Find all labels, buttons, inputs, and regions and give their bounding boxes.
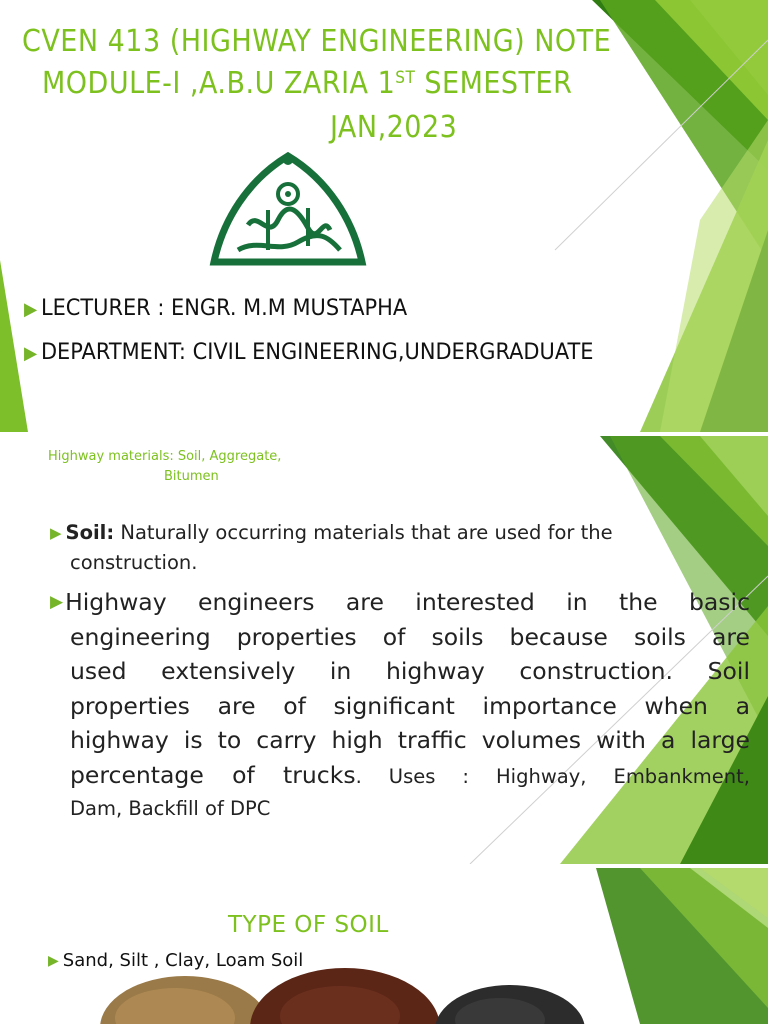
soil-text-line-1: Naturally occurring materials that are used for the	[114, 521, 613, 544]
slide1-green-decoration	[0, 0, 768, 432]
soil-types-bullet	[48, 950, 303, 971]
university-seal-logo	[208, 150, 368, 270]
bullet-lecturer	[24, 296, 407, 321]
para-line-last	[50, 758, 750, 795]
bullet-department	[24, 340, 593, 365]
slide-highway-materials	[0, 436, 768, 864]
bullet-arrow-icon: ▶	[24, 342, 38, 364]
para-line-text: Highway engineers are interested in the basic	[65, 588, 750, 616]
title-line-2-main: MODULE-I ,A.B.U ZARIA 1	[42, 66, 396, 101]
slide3-green-decoration	[0, 868, 768, 1024]
title-superscript: ST	[395, 68, 416, 88]
para-line-text: highway is to carry high traffic volumes with a large	[70, 726, 750, 755]
title-line-2	[42, 66, 572, 101]
slide3-heading: TYPE OF SOIL	[228, 912, 389, 938]
bullet-arrow-icon: ▶	[50, 592, 64, 612]
bullet-department-text: DEPARTMENT: CIVIL ENGINEERING,UNDERGRADUATE	[40, 340, 594, 365]
para-line	[50, 585, 750, 620]
soil-properties-paragraph	[50, 585, 750, 823]
bullet-arrow-icon: ▶	[50, 524, 62, 542]
slide-type-of-soil	[0, 868, 768, 1024]
title-line-2-end: SEMESTER	[415, 66, 573, 101]
soil-types-text: Sand, Silt , Clay, Loam Soil	[62, 950, 304, 971]
soil-label: Soil:	[65, 521, 115, 544]
title-line-1: CVEN 413 (HIGHWAY ENGINEERING) NOTE	[22, 24, 612, 59]
slide2-heading-line-1: Highway materials: Soil, Aggregate,	[48, 449, 282, 464]
para-end-text: Dam, Backfill of DPC	[70, 796, 271, 820]
title-line-3: JAN,2023	[330, 110, 458, 145]
para-last-big-text: percentage of trucks	[70, 760, 356, 789]
bullet-arrow-icon: ▶	[48, 953, 59, 969]
bullet-arrow-icon: ▶	[24, 298, 38, 320]
para-line-text: used extensively in highway construction. Soil	[70, 657, 750, 686]
soil-text-line-2: construction.	[70, 551, 198, 574]
soil-definition	[50, 518, 730, 577]
para-line-text: properties are of significant importance when a	[70, 691, 750, 720]
para-line-text: engineering properties of soils because soils are	[70, 622, 750, 651]
slide-title	[0, 0, 768, 432]
slide2-heading-line-2: Bitumen	[164, 469, 219, 484]
para-last-small-text: . Uses : Highway, Embankment,	[355, 764, 750, 788]
bullet-lecturer-text: LECTURER : ENGR. M.M MUSTAPHA	[40, 296, 408, 321]
